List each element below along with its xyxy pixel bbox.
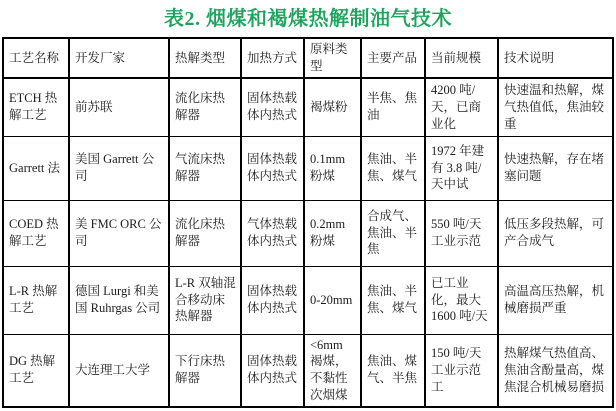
cell-heating-method: 固体热载体内热式	[241, 78, 304, 136]
header-feedstock-type: 原料类型	[304, 38, 361, 78]
cell-main-products: 合成气、焦油、半焦	[361, 200, 425, 266]
cell-feedstock-type: 褐煤粉	[304, 78, 361, 136]
cell-pyrolysis-type: 流化床热解器	[169, 200, 241, 266]
cell-developer: 美 FMC ORC 公司	[69, 200, 169, 266]
cell-tech-description: 高温高压热解，机械磨损严重	[498, 266, 613, 334]
cell-current-scale: 150 吨/天工业示范工	[425, 334, 498, 407]
cell-heating-method: 固体热载体内热式	[241, 266, 304, 334]
cell-pyrolysis-type: L-R 双轴混合移动床热解器	[169, 266, 241, 334]
cell-current-scale: 550 吨/天工业示范	[425, 200, 498, 266]
cell-developer: 前苏联	[69, 78, 169, 136]
cell-feedstock-type: 0.2mm 粉煤	[304, 200, 361, 266]
cell-pyrolysis-type: 下行床热解器	[169, 334, 241, 407]
header-pyrolysis-type: 热解类型	[169, 38, 241, 78]
cell-process-name: L-R 热解工艺	[3, 266, 69, 334]
cell-main-products: 焦油、半焦、煤气	[361, 136, 425, 200]
table-row-dg	[3, 334, 613, 407]
cell-feedstock-type: 0.1mm 粉煤	[304, 136, 361, 200]
cell-process-name: ETCH 热解工艺	[3, 78, 69, 136]
cell-developer: 德国 Lurgi 和美国 Ruhrgas 公司	[69, 266, 169, 334]
header-main-products: 主要产品	[361, 38, 425, 78]
cell-heating-method: 气体热载体内热式	[241, 200, 304, 266]
cell-process-name: Garrett 法	[3, 136, 69, 200]
cell-pyrolysis-type: 流化床热解器	[169, 78, 241, 136]
cell-process-name: DG 热解工艺	[3, 334, 69, 407]
cell-current-scale: 1972 年建有 3.8 吨/天中试	[425, 136, 498, 200]
header-row	[3, 38, 613, 78]
cell-tech-description: 快速温和热解，煤气热值低，焦油较重	[498, 78, 613, 136]
cell-developer: 大连理工大学	[69, 334, 169, 407]
cell-current-scale: 4200 吨/天，已商业化	[425, 78, 498, 136]
header-current-scale: 当前规模	[425, 38, 498, 78]
table-title: 表2. 烟煤和褐煤热解制油气技术	[164, 8, 452, 30]
header-tech-description: 技术说明	[498, 38, 613, 78]
cell-main-products: 焦油、半焦、煤气	[361, 266, 425, 334]
cell-heating-method: 固体热载体内热式	[241, 334, 304, 407]
cell-process-name: COED 热解工艺	[3, 200, 69, 266]
cell-current-scale: 已工业化，最大 1600 吨/天	[425, 266, 498, 334]
table-row-lr	[3, 266, 613, 334]
table-row-coed	[3, 200, 613, 266]
cell-tech-description: 热解煤气热值高、焦油含酚量高，煤焦混合机械易磨损	[498, 334, 613, 407]
cell-feedstock-type: <6mm 褐煤，不黏性次烟煤	[304, 334, 361, 407]
header-process-name: 工艺名称	[3, 38, 69, 78]
cell-main-products: 焦油、煤气、半焦	[361, 334, 425, 407]
header-developer: 开发厂家	[69, 38, 169, 78]
table-row-garrett	[3, 136, 613, 200]
cell-feedstock-type: 0-20mm	[304, 266, 361, 334]
pyrolysis-technology-table	[2, 37, 614, 408]
cell-main-products: 半焦、焦油	[361, 78, 425, 136]
header-heating-method: 加热方式	[241, 38, 304, 78]
cell-tech-description: 快速热解，存在堵塞问题	[498, 136, 613, 200]
cell-heating-method: 固体热载体内热式	[241, 136, 304, 200]
cell-tech-description: 低压多段热解，可产合成气	[498, 200, 613, 266]
table-row-etch	[3, 78, 613, 136]
cell-pyrolysis-type: 气流床热解器	[169, 136, 241, 200]
cell-developer: 美国 Garrett 公司	[69, 136, 169, 200]
